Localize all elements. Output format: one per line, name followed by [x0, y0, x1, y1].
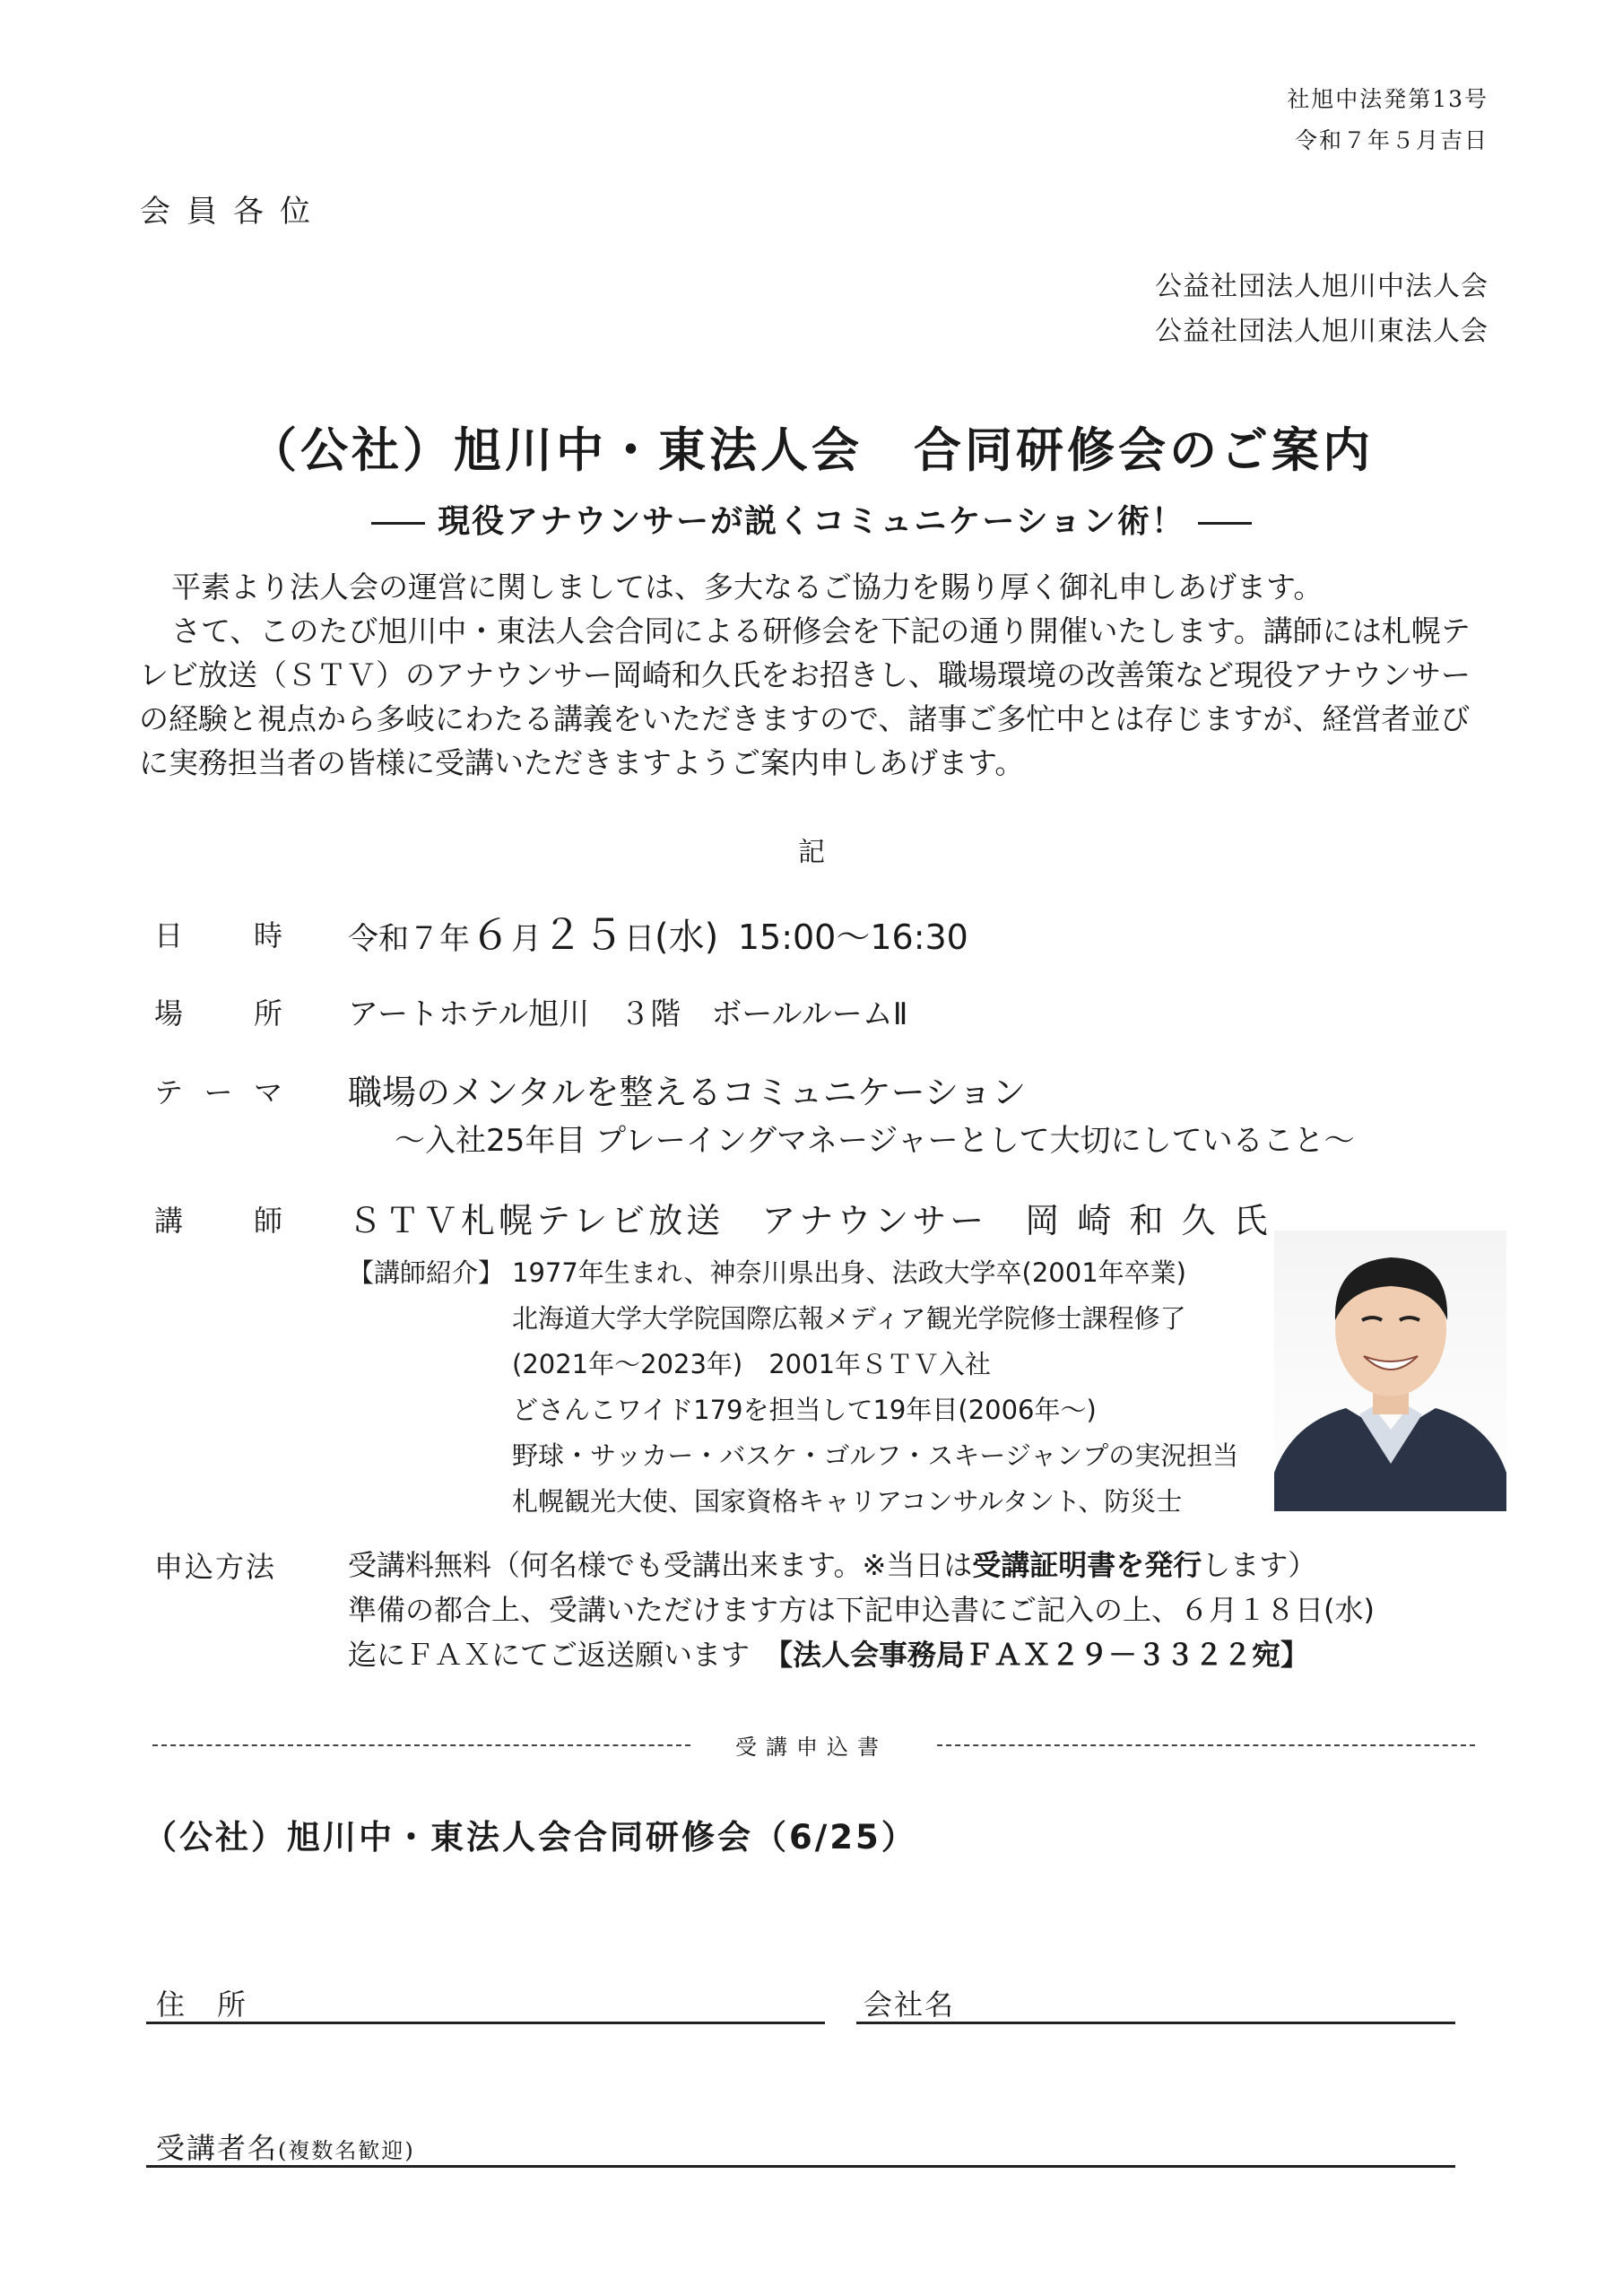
- intro-paragraph-1: 平素より法人会の運営に関しましては、多大なるご協力を賜り厚く御礼申しあげます。: [171, 570, 1324, 604]
- date-value: [348, 902, 968, 961]
- lecturer-portrait-icon: [1274, 1231, 1506, 1511]
- subtitle-rule-left: [371, 522, 425, 525]
- intro-text: [139, 565, 1484, 785]
- lecturer-photo: [1274, 1231, 1506, 1511]
- profile-line-6: 札幌観光大使、国家資格キャリアコンサルタント、防災士: [512, 1486, 1183, 1517]
- intro-paragraph-2: さて、このたび旭川中・東法人会合同による研修会を下記の通り開催いたします。講師には札幌テレビ放送（ＳＴＶ）のアナウンサー岡崎和久氏をお招きし、職場環境の改善策など現役アナウンサーの経験と視点から多岐にわたる講義をいただきますので、諸事ご多忙中とは存じますが、経営者並びに実務担当者の皆様に受講いただきますようご案内申しあげます。: [139, 613, 1471, 780]
- cut-line-right: [937, 1744, 1475, 1746]
- address-field[interactable]: [146, 2022, 825, 2024]
- apply-label: 申込方法: [154, 1550, 277, 1584]
- profile-line-1: 1977年生まれ、神奈川県出身、法政大学卒(2001年卒業): [512, 1257, 1186, 1288]
- date-label: 日時: [154, 918, 284, 952]
- theme-subtitle: 〜入社25年目 プレーイングマネージャーとして大切にしていること〜: [395, 1123, 1355, 1159]
- recipient: 会員各位: [140, 194, 326, 230]
- form-label: 受講申込書: [735, 1735, 888, 1760]
- attendee-note: (複数名歓迎): [278, 2138, 415, 2163]
- profile-line-5: 野球・サッカー・バスケ・ゴルフ・スキージャンプの実況担当: [512, 1440, 1239, 1471]
- fax-highlight: 【法人会事務局ＦＡＸ２９－３３２２宛】: [778, 1638, 1310, 1672]
- date-day-unit: 日: [624, 921, 655, 957]
- theme-label: テーマ: [154, 1075, 284, 1109]
- profile-line-2: 北海道大学大学院国際広報メディア観光学院修士課程修了: [512, 1303, 1186, 1334]
- form-title: （公社）旭川中・東法人会合同研修会（6/25）: [143, 1818, 917, 1857]
- apply-line-2: 準備の都合上、受講いただけます方は下記申込書にご記入の上、６月１８日(水): [348, 1593, 1375, 1627]
- issuer-org-1: 公益社団法人旭川中法人会: [1155, 271, 1488, 302]
- profile-label: 【講師紹介】: [348, 1257, 505, 1288]
- issuer-org-2: 公益社団法人旭川東法人会: [1155, 316, 1488, 347]
- address-label: 住 所: [156, 1987, 248, 2022]
- date-weekday: (水): [655, 917, 719, 958]
- date-time: 15:00〜16:30: [737, 918, 968, 957]
- lecturer-value: ＳＴＶ札幌テレビ放送 アナウンサー 岡 崎 和 久 氏: [348, 1201, 1271, 1240]
- issuer-block: [1155, 265, 1488, 354]
- certificate-highlight: 受講証明書を発行: [972, 1548, 1202, 1582]
- subtitle-rule-right: [1198, 522, 1252, 525]
- venue-value: アートホテル旭川 ３階 ボールルームⅡ: [348, 996, 908, 1032]
- venue-label: 場所: [154, 996, 284, 1031]
- ki-heading: 記: [798, 837, 825, 868]
- subtitle-text: 現役アナウンサーが説くコミュニケーション術！: [438, 503, 1185, 540]
- attendee-label: 受講者名(複数名歓迎): [156, 2131, 415, 2165]
- lecturer-label: 講師: [154, 1204, 284, 1238]
- date-day: ２５: [542, 910, 624, 959]
- profile-line-4: どさんこワイド179を担当して19年目(2006年〜): [512, 1395, 1097, 1425]
- date-month: ６: [470, 910, 511, 959]
- date-month-unit: 月: [511, 921, 542, 957]
- profile-line-3: (2021年〜2023年) 2001年ＳＴＶ入社: [512, 1349, 992, 1379]
- page-title: （公社）旭川中・東法人会 合同研修会のご案内: [249, 423, 1374, 478]
- company-field[interactable]: [856, 2022, 1455, 2024]
- attendee-field[interactable]: [146, 2165, 1455, 2168]
- document-date: 令和７年５月吉日: [1294, 127, 1488, 153]
- apply-text: [348, 1543, 1375, 1677]
- company-label: 会社名: [864, 1987, 956, 2022]
- document-number: 社旭中法発第13号: [1287, 86, 1488, 112]
- theme-main: 職場のメンタルを整えるコミュニケーション: [348, 1073, 1027, 1112]
- document-header: [1287, 79, 1488, 161]
- date-prefix: 令和７年: [348, 921, 470, 957]
- apply-line-1: 受講料無料（何名様でも受講出来ます。※当日は受講証明書を発行します）: [348, 1548, 1317, 1582]
- page-subtitle: [0, 496, 1623, 542]
- apply-line-3: 迄にＦＡＸにてご返送願います 【法人会事務局ＦＡＸ２９－３３２２宛】: [348, 1638, 1310, 1672]
